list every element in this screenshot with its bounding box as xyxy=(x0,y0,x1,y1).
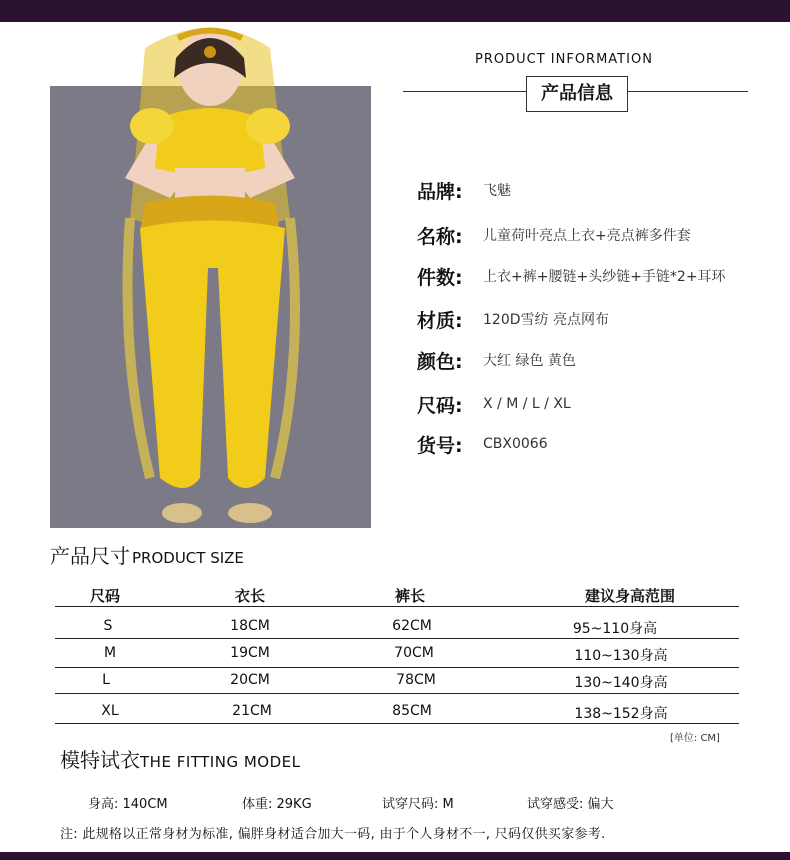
table-header-height-range: 建议身高范围 xyxy=(584,587,675,605)
table-cell: 85CM xyxy=(392,703,432,719)
info-label: 尺码: xyxy=(417,394,463,417)
table-cell: 18CM xyxy=(230,618,270,634)
header-divider-left xyxy=(403,91,526,92)
table-cell: 138~152身高 xyxy=(574,706,668,722)
table-divider xyxy=(55,693,739,694)
table-cell: 110~130身高 xyxy=(574,648,668,664)
size-disclaimer-note: 注: 此规格以正常身材为标准, 偏胖身材适合加大一码, 由于个人身材不一, 尺码仅供买家参考. xyxy=(60,827,606,842)
table-divider xyxy=(55,606,739,607)
fitting-size: 试穿尺码: M xyxy=(382,797,454,812)
table-cell: 130~140身高 xyxy=(574,675,668,691)
info-value: X / M / L / XL xyxy=(483,396,571,412)
info-value: 大红 绿色 黄色 xyxy=(483,353,576,369)
table-header-size: 尺码 xyxy=(89,587,120,605)
info-row-size xyxy=(417,391,571,417)
info-label: 名称: xyxy=(417,225,463,248)
fitting-section-title xyxy=(60,744,300,773)
unit-note: [单位: CM] xyxy=(670,733,720,744)
info-value: 儿童荷叶亮点上衣+亮点裤多件套 xyxy=(483,228,691,244)
table-header-pants-length: 裤长 xyxy=(394,587,425,605)
table-cell: L xyxy=(102,672,110,688)
info-label: 件数: xyxy=(417,266,463,289)
table-cell: 95~110身高 xyxy=(572,621,658,637)
info-label: 颜色: xyxy=(417,350,463,373)
size-title-cn: 产品尺寸 xyxy=(50,544,130,568)
fitting-title-en: THE FITTING MODEL xyxy=(140,753,301,771)
model-illustration xyxy=(50,8,371,528)
table-cell: 62CM xyxy=(392,618,432,634)
table-cell: S xyxy=(103,618,113,634)
info-row-item-number xyxy=(417,431,548,457)
info-label: 品牌: xyxy=(417,180,463,203)
info-row-name xyxy=(417,222,691,248)
info-row-brand xyxy=(417,177,511,203)
info-label: 材质: xyxy=(417,309,463,332)
fitting-feeling: 试穿感受: 偏大 xyxy=(527,797,614,812)
table-cell: M xyxy=(103,645,117,661)
info-label: 货号: xyxy=(417,434,463,457)
info-value: 飞魅 xyxy=(483,183,511,199)
info-value: 上衣+裤+腰链+头纱链+手链*2+耳环 xyxy=(483,269,726,285)
header-divider-right xyxy=(627,91,748,92)
product-info-title-en: PRODUCT INFORMATION xyxy=(475,52,653,67)
info-row-color xyxy=(417,347,576,373)
table-cell: 78CM xyxy=(396,672,436,688)
fitting-title-cn: 模特试衣 xyxy=(60,748,140,772)
table-divider xyxy=(55,638,739,639)
product-photo xyxy=(50,86,371,528)
table-cell: 70CM xyxy=(394,645,434,661)
fitting-weight: 体重: 29KG xyxy=(242,797,312,812)
size-section-title xyxy=(50,540,244,569)
info-value: CBX0066 xyxy=(483,436,548,452)
fitting-height: 身高: 140CM xyxy=(88,797,168,812)
table-cell: 21CM xyxy=(232,703,272,719)
table-cell: XL xyxy=(101,703,119,719)
table-divider xyxy=(55,667,739,668)
size-title-en: PRODUCT SIZE xyxy=(132,549,244,567)
table-divider xyxy=(55,723,739,724)
info-row-pieces xyxy=(417,263,726,289)
table-cell: 20CM xyxy=(230,672,270,688)
table-cell: 19CM xyxy=(230,645,270,661)
info-row-material xyxy=(417,306,609,332)
info-value: 120D雪纺 亮点网布 xyxy=(483,312,609,328)
product-info-title-cn: 产品信息 xyxy=(526,76,628,112)
table-header-top-length: 衣长 xyxy=(234,587,265,605)
bottom-banner-bar xyxy=(0,852,790,860)
